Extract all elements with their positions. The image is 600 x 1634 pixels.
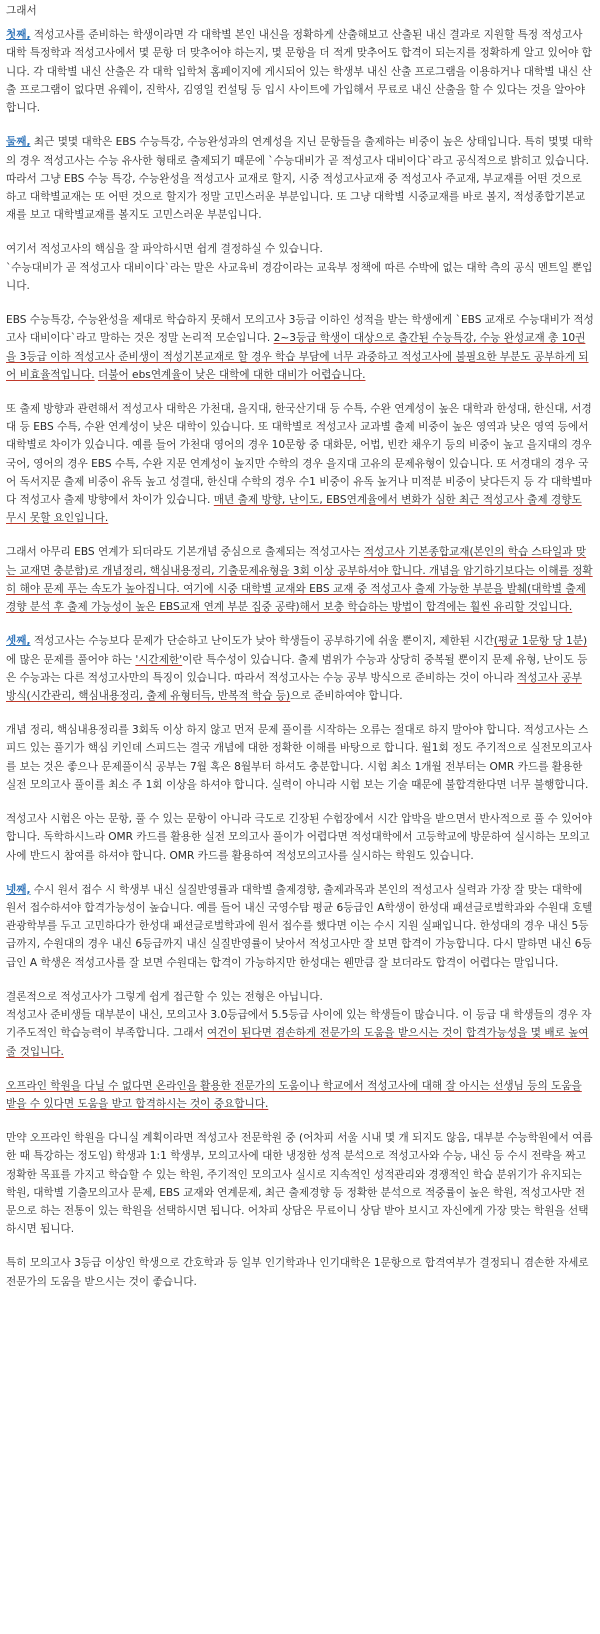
article-body [0, 2, 600, 1291]
third-point-paragraph [6, 632, 594, 705]
trend-paragraph [6, 400, 594, 528]
third-text-1: 적성고사는 수능보다 문제가 단순하고 난이도가 낮아 학생들이 공부하기에 쉬울 뿐이지, 제한된 시간 [30, 635, 494, 648]
third-text-4: 으로 준비하여야 합니다. [290, 690, 403, 702]
offline-underline: 오프라인 학원을 다닐 수 없다면 온라인을 활용한 전문가의 도움이나 학교에서 적성고사에 대해 잘 아시는 선생님 등의 도움을 받을 수 있다면 도움을 받고 합격하시는 것이 중요합니다. [6, 1079, 582, 1110]
basic-study-paragraph [6, 543, 594, 616]
ebs-paragraph [6, 311, 594, 384]
conclusion-text: 적성고사 준비생들 대부분이 내신, 모의고사 3.0등급에서 5.5등급 사이에 있는 학생들이 많습니다. 이 등급 대 학생들의 경우 자기주도적인 학습능력이 부족합니다. 그래서 [6, 1009, 592, 1040]
ebs-text-1: EBS 수능특강, 수능완성을 제대로 학습하지 못해서 모의고사 3등급 이하인 성적을 받는 학생에게 `EBS 교재로 수능대비가 적성고사 대비이다`라고 말하는 것은 정말 논리적 모순입니다. [6, 314, 594, 345]
academy-paragraph: 만약 오프라인 학원을 다니실 계획이라면 적성고사 전문학원 중 (어차피 서울 시내 몇 개 되지도 않음, 대부분 수능학원에서 여름 한 때 특강하는 정도임) 학생과 1:1 학생부, 모의고사에 대한 냉정한 성적 분석으로 적성고사와 수능, 내신 등 수시 전략을 짜고 정확한 목표를 가지고 학습할 수 있는 학원, 주기적인 모의고사 실시로 지속적인 성적관리와 경쟁적인 학습 분위기가 유지되는 학원, 대학별 기출모의고사 문제, EBS 교재와 연계문제, 최근 출제경향 등 정확한 분석으로 적중률이 높은 학원, 적성고사만 전문으로 하는 전통이 있는 학원을 선택하시면 됩니다. 어차피 상담은 무료이니 상담 받아 보시고 자신에게 가장 맞는 학원을 선택하시면 됩니다. [6, 1132, 593, 1236]
fourth-point-paragraph [6, 881, 594, 972]
first-point-text: 적성고사를 준비하는 학생이라면 각 대학별 본인 내신을 정확하게 산출해보고 산출된 내신 결과로 지원할 특정 적성고사 대학 특정학과 적성고사에서 몇 문항 더 맞추어야 하는지, 몇 문항을 더 적게 맞추어도 합격이 되는지를 정확하게 알고 있어야 합니다. 각 대학별 내신 산출은 각 대학 입학처 홈페이지에 게시되어 있는 학생부 내신 산출 프로그램을 이용하거나 대학별 내신 산출 프로그램이 없다면 유웨이, 진학사, 김영일 컨설팅 등 입시 사이트에 가입해서 무료로 내신 산출을 할 수 있다는 것을 알아야 합니다. [6, 29, 592, 115]
third-text-3: 이란 특수성이 있습니다. 출제 범위가 수능과 상당히 중복될 뿐이지 문제 유형, 난이도 등은 수능과는 다른 적성고사만의 특징이 있습니다. 따라서 적성고사는 수능 공부 방식으로 준비하는 것이 아니라 [6, 653, 588, 684]
first-point-lead: 첫째, [6, 29, 31, 42]
first-point-paragraph [6, 26, 594, 117]
third-underline-1: (평균 1문항 당 1분) [493, 635, 588, 648]
final-paragraph: 특히 모의고사 3등급 이상인 학생으로 간호학과 등 일부 인기학과나 인기대학은 1문항으로 합격여부가 결정되니 겸손한 자세로 전문가의 도움을 받으시는 것이 좋습니다. [6, 1257, 589, 1288]
basic-underline: 적성고사 기본종합교재(본인의 학습 스타일과 맞는 교재면 충분함)로 개념정리, 핵심내용정리, 기출문제유형을 3회 이상 공부하셔야 합니다. 개념을 암기하기보다는 이해를 정확히 해야 문제 푸는 속도가 높아집니다. 여기에 시중 대학별 교재와 EBS 교재 중 적성고사 출제 가능한 부분을 발췌(대학별 출제 경향 분석 후 출제 가능성이 높은 EBS교재 연계 부분 집중 공략)해서 보충 학습하는 방법이 합격에는 훨씬 유리할 것입니다. [6, 546, 593, 614]
conclusion-line: 결론적으로 적성고사가 그렇게 쉽게 접근할 수 있는 전형은 아닙니다. [6, 990, 323, 1003]
ebs-underline-1: 2~3등급 학생이 대상으로 출간된 수능특강, 수능 완성교재 총 10권을 3등급 이하 적성고사 준비생이 적성기본교재로 할 경우 학습 부담에 너무 과중하고 적성고사에 불필요한 부분도 공부하게 되어 비효율적입니다. [6, 332, 589, 381]
third-point-lead: 셋째, [6, 635, 31, 648]
third-text-2: 에 많은 문제를 풀어야 하는 [6, 653, 136, 666]
conclusion-paragraph [6, 1006, 594, 1061]
offline-paragraph [6, 1077, 594, 1113]
trend-underline: 매년 출제 방향, 난이도, EBS연계율에서 변화가 심한 최근 적성고사 출제 경향도 무시 못할 요인입니다. [6, 494, 582, 525]
conclusion-underline: 여건이 된다면 겸손하게 전문가의 도움을 받으시는 것이 합격가능성을 몇 배로 높여 줄 것입니다. [6, 1027, 589, 1058]
concept-paragraph: 개념 정리, 핵심내용정리를 3회독 이상 하지 않고 먼저 문제 풀이를 시작하는 오류는 절대로 하지 말아야 합니다. 적성고사는 스피드 있는 풀기가 핵심 키인데 스피드는 결국 개념에 대한 정확한 이해를 바탕으로 합니다. 월1회 정도 주기적으로 실전모의고사를 보는 것은 좋으나 문제풀이식 공부는 7월 혹은 8월부터 하셔도 충분합니다. 시험 최소 1개월 전부터는 OMR 카드를 활용한 실전 모의고사 풀이를 최소 주 1회 이상을 하셔야 합니다. 실력이 아니라 시험 보는 기술 때문에 불합격한다면 너무 불행합니다. [6, 724, 592, 791]
second-point-paragraph [6, 133, 594, 224]
fourth-point-lead: 넷째, [6, 883, 31, 896]
intro-paragraph: 그래서 [6, 5, 37, 17]
core-paragraph: 여기서 적성고사의 핵심을 잘 파악하시면 쉽게 결정하실 수 있습니다. [6, 243, 323, 256]
exam-paragraph: 적성고사 시험은 아는 문항, 풀 수 있는 문항이 아니라 극도로 긴장된 수험장에서 시간 압박을 받으면서 반사적으로 풀 수 있어야 합니다. 독학하시느라 OMR 카드를 활용한 실전 모의고사 풀이가 어렵다면 적성대학에서 고등학교에 방문하여 실시하는 모의고사에 반드시 참여를 하셔야 합니다. OMR 카드를 활용하여 적성모의고사를 실시하는 학원도 있습니다. [6, 813, 592, 862]
ebs-underline-2: 더불어 ebs연계율이 낮은 대학에 대한 대비가 어렵습니다. [97, 368, 366, 381]
second-point-text: 최근 몇몇 대학은 EBS 수능특강, 수능완성과의 연계성을 지닌 문항들을 출제하는 비중이 높은 상태입니다. 특히 몇몇 대학의 경우 적성고사는 수능 유사한 형태로 출제되기 때문에 `수능대비가 곧 적성고사 대비이다`라고 공식적으로 밝히고 있습니다. 따라서 그냥 EBS 수능 특강, 수능완성을 적성고사 교재로 할지, 시중 적성고사교재 중 적성고사 주교재, 부교재를 어떤 것으로 하고 대학별교재는 또 어떤 것으로 할지가 정말 고민스러운 부분입니다. 또 그냥 대학별 시중교재를 바로 볼지, 적성종합기본교재를 보고 대학별교재를 볼지도 고민스러운 부분입니다. [6, 136, 593, 222]
core-statement-paragraph: `수능대비가 곧 적성고사 대비이다`라는 말은 사교육비 경감이라는 교육부 정책에 따른 수박에 없는 대학 측의 공식 멘트일 뿐입니다. [6, 261, 593, 292]
trend-text: 또 출제 방향과 관련해서 적성고사 대학은 가천대, 을지대, 한국산기대 등 수특, 수완 연계성이 높은 대학과 한성대, 한신대, 서경대 등 EBS 수특, 수완 연계성이 낮은 대학이 있습니다. 또 대학별로 적성고사 교과별 출제 비중이 높은 영역과 낮은 영역 등에서 대학별로 차이가 있습니다. 예를 들어 가천대 영어의 경우 10문항 중 대화문, 어법, 빈칸 채우기 등의 비중이 높고 을지대의 경우 국어, 영어의 경우 EBS 수특, 수완 지문 연계성이 높지만 수학의 경우 을지대 고유의 문제유형이 있습니다. 또 서경대의 경우 국어 독서지문 출제 비중이 유독 높고 성결대, 한신대 수학의 경우 수1 비중이 유독 높거나 미적분 비중이 낮다든지 등 각 대학별마다 적성고사 출제 방향에서 차이가 있습니다. [6, 402, 592, 507]
third-underline-2: '시간제한' [135, 653, 183, 666]
fourth-point-text: 수시 원서 접수 시 학생부 내신 실질반영률과 대학별 출제경향, 출제과목과 본인의 적성고사 실력과 가장 잘 맞는 대학에 원서 접수하셔야 합격가능성이 높습니다. 예를 들어 내신 국영수탐 평균 6등급인 A학생이 한성대 패션글로벌학과와 수원대 호텔관광학부를 두고 고민하다가 한성대 패션글로벌학과에 원서 접수를 했다면 이는 수시 지원 실패입니다. 한성대의 경우 내신 5등급까지, 수원대의 경우 내신 6등급까지 내신 실질반영률이 낮아서 적성고사만 잘 보면 합격이 가능합니다. 다시 말하면 내신 6등급인 A 학생은 적성고사를 잘 보면 수원대는 합격이 가능하지만 한성대는 웬만큼 잘 보더라도 합격이 어렵다는 말입니다. [6, 883, 593, 969]
second-point-lead: 둘째, [6, 136, 31, 149]
third-underline-3: 적성고사 공부 방식(시간관리, 핵심내용정리, 출제 유형터득, 반복적 학습 등) [6, 671, 582, 702]
basic-text: 그래서 아무리 EBS 연계가 되더라도 기본개념 중심으로 출제되는 적성고사는 [6, 546, 364, 559]
